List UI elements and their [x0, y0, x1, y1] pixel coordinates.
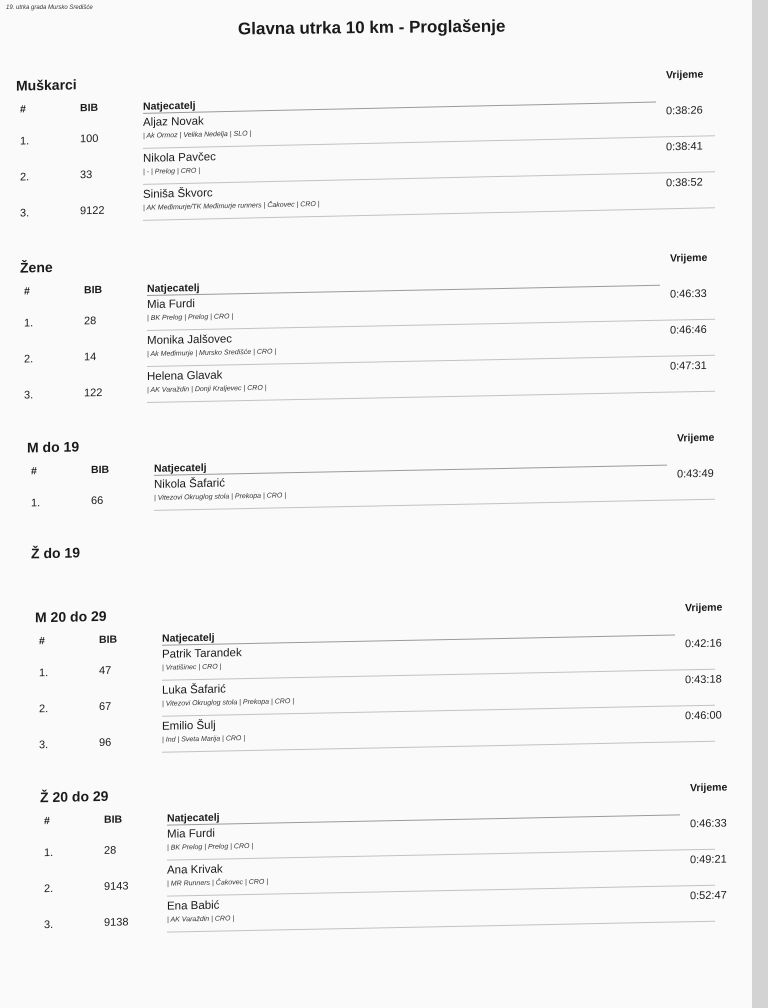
competitor-club: | MR Runners | Čakovec | CRO |: [167, 878, 269, 888]
section-title: Žene: [20, 258, 53, 276]
competitor-name: Nikola Šafarić: [154, 477, 225, 491]
competitor-club: | Ak Međimurje | Mursko Središće | CRO |: [147, 348, 277, 359]
section-title: M do 19: [27, 438, 80, 456]
competitor-name: Siniša Škvorc: [143, 187, 213, 201]
col-header-competitor: Natjecatelj: [162, 631, 215, 645]
section-title: Ž 20 do 29: [40, 787, 109, 806]
finish-time: 0:46:46: [670, 323, 707, 337]
results-section: [0, 61, 752, 220]
rank-cell: 3.: [20, 207, 30, 220]
finish-time: 0:52:47: [690, 889, 727, 903]
col-header-bib: BIB: [104, 813, 123, 826]
bib-cell: 9122: [80, 204, 105, 218]
col-header-time: Vrijeme: [666, 68, 704, 82]
bib-cell: 28: [84, 315, 97, 328]
rank-cell: 2.: [44, 882, 54, 896]
results-section: [0, 531, 752, 562]
competitor-club: | Vitezovi Okruglog stola | Prekopa | CRO |: [154, 492, 287, 502]
finish-time: 0:38:41: [666, 140, 703, 154]
competitor-name: Aljaz Novak: [143, 115, 204, 129]
competitor-name: Ana Krivak: [167, 863, 223, 877]
finish-time: 0:38:52: [666, 176, 703, 190]
finish-time: 0:47:31: [670, 359, 707, 373]
col-header-rank: #: [39, 635, 45, 648]
finish-time: 0:46:33: [670, 287, 707, 301]
col-header-bib: BIB: [84, 283, 103, 297]
competitor-name: Ena Babić: [167, 899, 220, 913]
bib-cell: 67: [99, 700, 112, 714]
rank-cell: 1.: [20, 135, 30, 148]
rank-cell: 3.: [44, 918, 54, 932]
row-divider: [167, 921, 715, 933]
finish-time: 0:43:49: [677, 467, 714, 481]
finish-time: 0:49:21: [690, 853, 727, 867]
section-title: M 20 do 29: [35, 607, 107, 626]
col-header-time: Vrijeme: [690, 781, 728, 795]
competitor-club: | AK Varaždin | CRO |: [167, 915, 235, 924]
finish-time: 0:38:26: [666, 104, 703, 118]
bib-cell: 96: [99, 736, 112, 750]
col-header-rank: #: [31, 465, 37, 478]
row-divider: [162, 741, 715, 753]
col-header-time: Vrijeme: [677, 431, 715, 445]
result-row: [0, 465, 752, 516]
competitor-name: Mia Furdi: [167, 827, 215, 841]
page-title: Glavna utrka 10 km - Proglašenje: [237, 16, 506, 39]
col-header-rank: #: [44, 815, 50, 828]
results-section: [0, 425, 752, 510]
results-section: [0, 595, 752, 752]
col-header-time: Vrijeme: [670, 251, 708, 265]
section-title: Ž do 19: [31, 544, 81, 562]
bib-cell: 100: [80, 132, 99, 146]
col-header-competitor: Natjecatelj: [167, 811, 220, 825]
bib-cell: 9143: [104, 880, 129, 893]
competitor-club: | AK Međimurje/TK Međimurje runners | Čakovec | CRO |: [143, 200, 320, 212]
bib-cell: 33: [80, 168, 93, 182]
competitor-club: | AK Varaždin | Donji Kraljevec | CRO |: [147, 384, 267, 395]
col-header-rank: #: [20, 103, 26, 116]
finish-time: 0:43:18: [685, 673, 722, 687]
finish-time: 0:46:33: [690, 817, 727, 831]
bib-cell: 47: [99, 664, 112, 678]
col-header-bib: BIB: [80, 101, 99, 115]
finish-time: 0:46:00: [685, 709, 722, 723]
col-header-bib: BIB: [99, 633, 118, 647]
col-header-competitor: Natjecatelj: [147, 282, 200, 296]
competitor-club: | Ak Ormoz | Velika Nedelja | SLO |: [143, 130, 252, 140]
rank-cell: 1.: [24, 317, 34, 330]
row-divider: [154, 499, 715, 511]
col-header-time: Vrijeme: [685, 601, 723, 615]
competitor-name: Mia Furdi: [147, 298, 195, 312]
vertical-scrollbar[interactable]: [752, 0, 768, 1008]
competitor-name: Nikola Pavčec: [143, 151, 216, 165]
competitor-name: Emilio Šulj: [162, 719, 216, 733]
rank-cell: 2.: [24, 353, 34, 366]
row-divider: [147, 391, 715, 403]
results-section: [0, 775, 752, 932]
bib-cell: 66: [91, 494, 104, 508]
event-caption: 19. utrka grada Mursko Središće: [6, 5, 93, 11]
rank-cell: 1.: [31, 497, 41, 510]
finish-time: 0:42:16: [685, 637, 722, 651]
bib-cell: 14: [84, 351, 97, 364]
bib-cell: 9138: [104, 916, 129, 929]
rank-cell: 3.: [39, 739, 49, 752]
rank-cell: 3.: [24, 389, 34, 402]
col-header-competitor: Natjecatelj: [154, 461, 207, 475]
rank-cell: 2.: [20, 171, 30, 184]
col-header-rank: #: [24, 285, 30, 298]
competitor-name: Luka Šafarić: [162, 683, 226, 697]
competitor-club: | Vitezovi Okruglog stola | Prekopa | CRO |: [162, 698, 295, 708]
competitor-club: | BK Prelog | Prelog | CRO |: [167, 842, 254, 852]
competitor-club: | BK Prelog | Prelog | CRO |: [147, 313, 234, 323]
competitor-club: | - | Prelog | CRO |: [143, 167, 201, 176]
bib-cell: 28: [104, 844, 117, 857]
rank-cell: 1.: [44, 846, 54, 860]
competitor-name: Patrik Tarandek: [162, 647, 242, 661]
rank-cell: 1.: [39, 667, 49, 680]
col-header-competitor: Natjecatelj: [143, 99, 196, 113]
rank-cell: 2.: [39, 703, 49, 716]
col-header-bib: BIB: [91, 463, 110, 477]
competitor-club: | Ind | Sveta Marija | CRO |: [162, 735, 246, 744]
competitor-club: | Vratišinec | CRO |: [162, 663, 222, 672]
competitor-name: Helena Glavak: [147, 369, 223, 384]
bib-cell: 122: [84, 386, 103, 400]
section-title: Muškarci: [16, 76, 77, 94]
results-section: [0, 245, 752, 402]
competitor-name: Monika Jalšovec: [147, 333, 233, 348]
